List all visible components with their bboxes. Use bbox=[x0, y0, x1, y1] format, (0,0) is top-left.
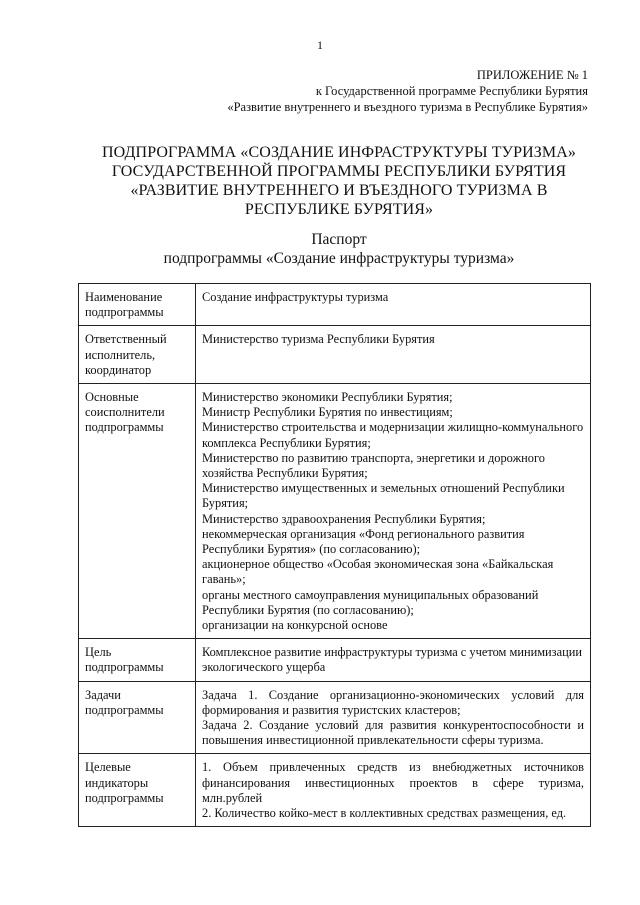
row-label: Задачи подпрограммы bbox=[79, 681, 196, 754]
row-value: Создание инфраструктуры туризма bbox=[196, 284, 591, 326]
list-item: акционерное общество «Особая экономическая зона «Байкальская гавань»; bbox=[202, 557, 554, 587]
list-item: Министр Республики Бурятия по инвестициям; bbox=[202, 405, 453, 420]
passport-subheading: подпрограммы «Создание инфраструктуры туризма» bbox=[163, 250, 515, 267]
row-value bbox=[196, 681, 591, 754]
list-item: Министерство экономики Республики Бурятия; bbox=[202, 390, 453, 405]
page-number: 1 bbox=[317, 38, 323, 52]
row-value: Министерство туризма Республики Бурятия bbox=[196, 326, 591, 384]
list-item: Задача 1. Создание организационно-экономических условий для формирования и развития туристских кластеров; bbox=[202, 687, 584, 717]
passport-heading: Паспорт bbox=[311, 231, 367, 248]
row-label: Целевые индикаторы подпрограммы bbox=[79, 754, 196, 827]
list-item: организации на конкурсной основе bbox=[202, 618, 388, 633]
row-label: Основные соисполнители подпрограммы bbox=[79, 384, 196, 639]
appendix-line-3: «Развитие внутреннего и въездного туризма в Республике Бурятия» bbox=[227, 100, 588, 114]
row-value bbox=[196, 384, 591, 639]
appendix-line-2: к Государственной программе Республики Бурятия bbox=[315, 84, 588, 98]
row-label: Ответственный исполнитель, координатор bbox=[79, 326, 196, 384]
table-row-coexecutors bbox=[79, 384, 591, 639]
table-row-indicators bbox=[79, 754, 591, 827]
table-row-tasks bbox=[79, 681, 591, 754]
row-label: Цель подпрограммы bbox=[79, 639, 196, 681]
row-value: Комплексное развитие инфраструктуры туризма с учетом минимизации экологического ущерба bbox=[196, 639, 591, 681]
row-label: Наименование подпрограммы bbox=[79, 284, 196, 326]
title-line-3: «РАЗВИТИЕ ВНУТРЕННЕГО И ВЪЕЗДНОГО ТУРИЗМА В bbox=[130, 182, 548, 199]
list-item: некоммерческая организация «Фонд регионального развития Республики Бурятия» (по согласованию); bbox=[202, 526, 525, 557]
row-value bbox=[196, 754, 591, 827]
title-line-1: ПОДПРОГРАММА «СОЗДАНИЕ ИНФРАСТРУКТУРЫ ТУРИЗМА» bbox=[102, 144, 576, 161]
table-row-goal bbox=[79, 639, 591, 681]
table-row-responsible bbox=[79, 326, 591, 384]
list-item: Министерство строительства и модернизации жилищно-коммунального комплекса Республики Бурятия; bbox=[202, 420, 584, 450]
appendix-header bbox=[227, 67, 588, 115]
list-item: Задача 2. Создание условий для развития конкурентоспособности и повышения инвестиционной привлекательности сферы туризма. bbox=[202, 718, 584, 748]
list-item: Министерство имущественных и земельных отношений Республики Бурятия; bbox=[202, 481, 565, 511]
list-item: органы местного самоуправления муниципальных образований Республики Бурятия (по согласованию); bbox=[202, 587, 539, 617]
list-item: 1. Объем привлеченных средств из внебюджетных источников финансирования инвестиционных проектов в сфере туризма, млн.рублей bbox=[202, 760, 584, 805]
list-item: 2. Количество койко-мест в коллективных средствах размещения, ед. bbox=[202, 806, 567, 821]
passport-table bbox=[78, 283, 591, 827]
passport-heading-block bbox=[60, 230, 618, 268]
title-line-4: РЕСПУБЛИКЕ БУРЯТИЯ» bbox=[244, 201, 434, 218]
appendix-line-1: ПРИЛОЖЕНИЕ № 1 bbox=[476, 68, 588, 82]
title-line-2: ГОСУДАРСТВЕННОЙ ПРОГРАММЫ РЕСПУБЛИКИ БУРЯТИЯ bbox=[111, 163, 567, 180]
subprogram-title bbox=[60, 143, 618, 219]
table-row-name bbox=[79, 284, 591, 326]
list-item: Министерство здравоохранения Республики Бурятия; bbox=[202, 511, 486, 526]
list-item: Министерство по развитию транспорта, энергетики и дорожного хозяйства Республики Бурятия; bbox=[202, 450, 545, 481]
